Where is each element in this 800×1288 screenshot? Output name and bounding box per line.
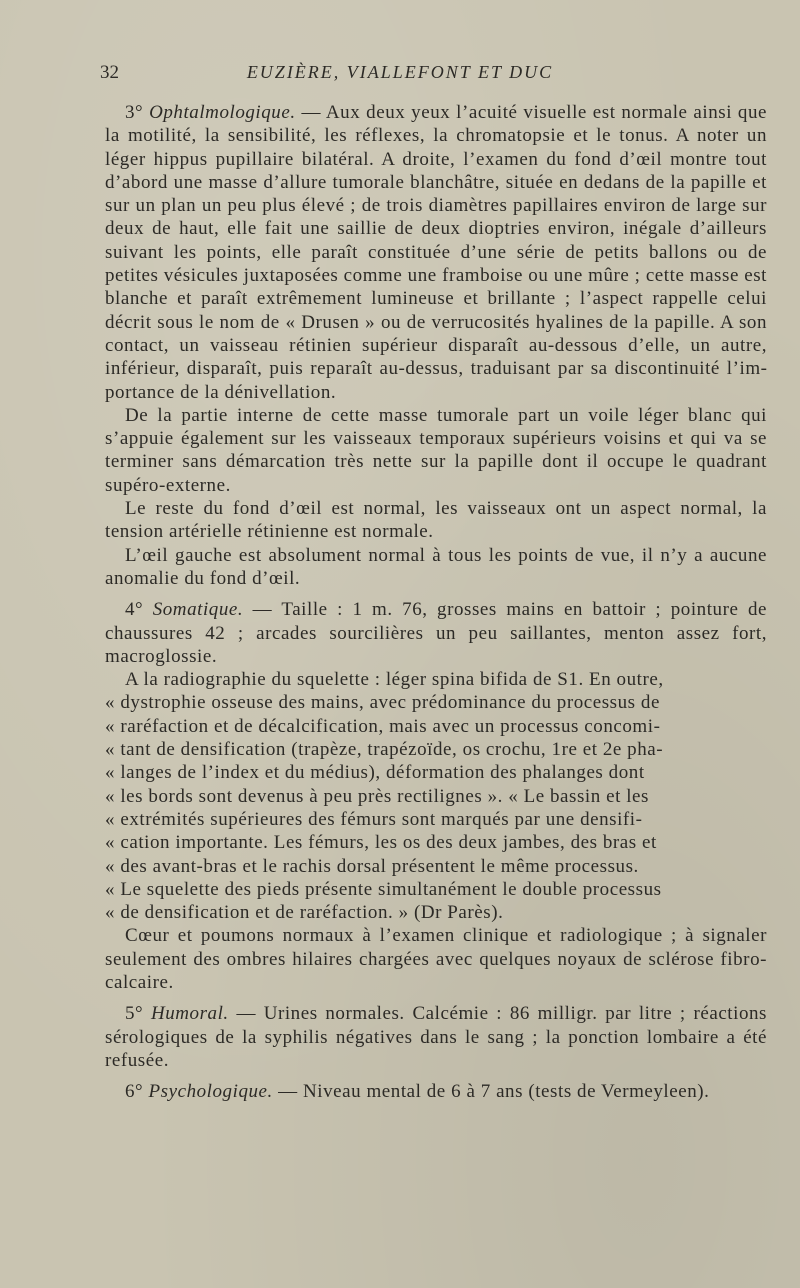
body-text <box>105 101 767 1103</box>
quote-line: « les bords sont devenus à peu près rectilignes ». « Le bassin et les <box>105 785 649 807</box>
section-heading-somatique: Somatique. <box>152 599 244 621</box>
paragraph: L’œil gauche est absolument normal à tous les points de vue, il n’y a aucune anomalie du fond d’œil. <box>105 544 767 589</box>
quote-line: « cation importante. Les fémurs, les os des deux jambes, des bras et <box>105 832 657 854</box>
quote-line: « tant de densification (trapèze, trapézoïde, os crochu, 1re et 2e pha- <box>105 739 664 761</box>
section-heading-psychologique: Psychologique. <box>148 1081 273 1103</box>
paragraph: De la partie interne de cette masse tumorale part un voile léger blanc qui s’appuie également sur les vaisseaux temporaux supérieurs voisins et qui va se terminer sans démarcation très nette sur la papille dont il occupe le quadrant supéro-externe. <box>105 404 767 496</box>
quote-line: « extrémités supérieures des fémurs sont marqués par une densifi- <box>105 808 643 830</box>
section-number: 5° <box>125 1003 144 1025</box>
paragraph-somatique <box>105 598 767 668</box>
paragraph-text: — Urines normales. Calcémie : 86 milligr. par litre ; réactions sérologiques de la syphilis négatives dans le sang ; la ponction lombaire a été refusée. <box>105 1003 767 1071</box>
paragraph-text: — Taille : 1 m. 76, grosses mains en battoir ; pointure de chaussures 42 ; arcades sourcilières un peu saillantes, menton assez fort, macroglossie. <box>105 599 767 667</box>
page-header <box>100 62 700 92</box>
paragraph-psychologique <box>105 1080 767 1103</box>
running-head: EUZIÈRE, VIALLEFONT ET DUC <box>246 62 554 82</box>
section-number: 6° <box>125 1081 144 1103</box>
quote-line: « des avant-bras et le rachis dorsal présentent le même processus. <box>105 855 639 877</box>
section-number: 4° <box>125 599 144 621</box>
quote-line: « raréfaction et de décalcification, mais avec un processus concomi- <box>105 715 661 737</box>
quote-line: « dystrophie osseuse des mains, avec prédominance du processus de <box>105 692 660 714</box>
paragraph-text: — Aux deux yeux l’acuité visuelle est normale ainsi que la motilité, la sensibilité, les réflexes, la chromatopsie et le tonus. A noter un léger hippus pupillaire bilatéral. A droite, l’examen du fond d’œil montre tout d’abord une masse d’allure tumorale blanchâtre, située en dedans de la papille et sur un plan un peu plus élevé ; de trois diamètres papillaires environ de large sur deux de haut, elle fait une saillie de deux dioptries environ, inégale d’ailleurs suivant les points, elle paraît constituée d’une série de petits ballons ou de petites vésicules juxtaposées comme une framboise ou une mûre ; cette masse est blanche et paraît extrêmement lumineuse et brillante ; l’aspect rappelle celui décrit sous le nom de « Drusen » ou de verrucosités hyalines de la papille. A son contact, un vaisseau rétinien supérieur disparaît au-dessous d’elle, un autre, inférieur, disparaît, puis reparaît au-dessus, traduisant par sa discontinuité l’importance de la dénivellation. <box>105 102 767 403</box>
paragraph-ophtalmologique <box>105 101 767 404</box>
section-heading-humoral: Humoral. <box>150 1003 229 1025</box>
quote-line: « Le squelette des pieds présente simultanément le double processus <box>105 878 662 900</box>
quote-line: « de densification et de raréfaction. » (Dr Parès). <box>105 902 504 924</box>
paragraph: A la radiographie du squelette : léger spina bifida de S1. En outre, <box>125 669 664 691</box>
section-heading-ophtalmologique: Ophtalmologique. <box>149 102 296 123</box>
page-number: 32 <box>100 62 119 83</box>
quote-line: « langes de l’index et du médius), déformation des phalanges dont <box>105 762 645 784</box>
paragraph: Le reste du fond d’œil est normal, les vaisseaux ont un aspect normal, la tension artérielle rétinienne est normale. <box>105 498 767 543</box>
section-number: 3° <box>125 102 144 123</box>
paragraph-text: — Niveau mental de 6 à 7 ans (tests de Vermeyleen). <box>278 1081 710 1103</box>
paragraph-humoral <box>105 1002 767 1072</box>
paragraph: Cœur et poumons normaux à l’examen clinique et radiologique ; à signaler seulement des ombres hilaires chargées avec quelques noyaux de sclérose fibro-calcaire. <box>105 925 767 993</box>
